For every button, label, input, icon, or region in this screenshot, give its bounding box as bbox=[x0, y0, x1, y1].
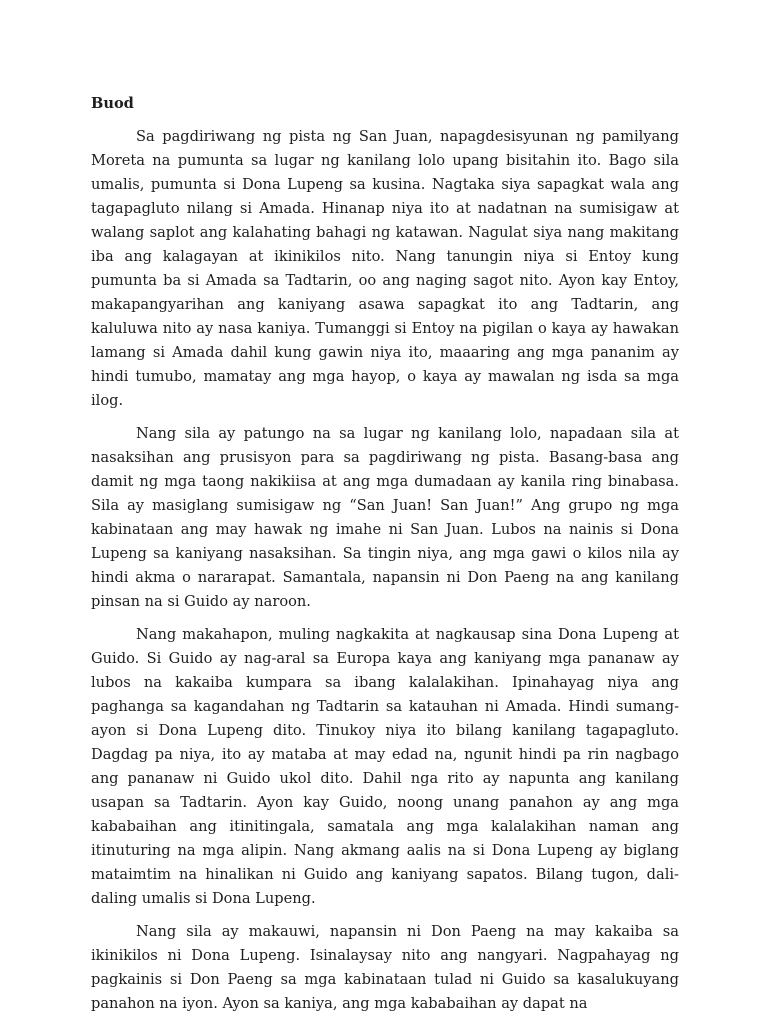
paragraph-3: Nang makahapon, muling nagkakita at nagkausap sina Dona Lupeng at Guido. Si Guido ay nag-aral sa Europa kaya ang kaniyang mga pananaw ay lubos na kakaiba kumpara sa ibang kalalakihan. Ipinahayag niya ang paghanga sa kagandahan ng Tadtarin sa katauhan ni Amada. Hindi sumang-ayon si Dona Lupeng dito. Tinukoy niya ito bilang kanilang tagapagluto. Dagdag pa niya, ito ay mataba at may edad na, ngunit hindi pa rin nagbago ang pananaw ni Guido ukol dito. Dahil nga rito ay napunta ang kanilang usapan sa Tadtarin. Ayon kay Guido, noong unang panahon ay ang mga kababaihan ang itinitingala, samatala ang mga kalalakihan naman ang itinuturing na mga alipin. Nang akmang aalis na si Dona Lupeng ay biglang mataimtim na hinalikan ni Guido ang kaniyang sapatos. Bilang tugon, dali-daling umalis si Dona Lupeng. bbox=[91, 626, 679, 907]
document-page bbox=[91, 92, 679, 1025]
document-heading: Buod bbox=[91, 95, 134, 112]
paragraph-2: Nang sila ay patungo na sa lugar ng kanilang lolo, napadaan sila at nasaksihan ang prusisyon para sa pagdiriwang ng pista. Basang-basa ang damit ng mga taong nakikiisa at ang mga dumadaan ay kanila ring binabasa. Sila ay masiglang sumisigaw ng “San Juan! San Juan!” Ang grupo ng mga kabinataan ang may hawak ng imahe ni San Juan. Lubos na nainis si Dona Lupeng sa kaniyang nasaksihan. Sa tingin niya, ang mga gawi o kilos nila ay hindi akma o nararapat. Samantala, napansin ni Don Paeng na ang kanilang pinsan na si Guido ay naroon. bbox=[91, 425, 679, 610]
paragraph-4: Nang sila ay makauwi, napansin ni Don Paeng na may kakaiba sa ikinikilos ni Dona Lupeng. Isinalaysay nito ang nangyari. Nagpahayag ng pagkainis si Don Paeng sa mga kabinataan tulad ni Guido sa kasalukuyang panahon na iyon. Ayon sa kaniya, ang mga kababaihan ay dapat na bbox=[91, 923, 679, 1012]
paragraph-1: Sa pagdiriwang ng pista ng San Juan, napagdesisyunan ng pamilyang Moreta na pumunta sa lugar ng kanilang lolo upang bisitahin ito. Bago sila umalis, pumunta si Dona Lupeng sa kusina. Nagtaka siya sapagkat wala ang tagapagluto nilang si Amada. Hinanap niya ito at nadatnan na sumisigaw at walang saplot ang kalahating bahagi ng katawan. Nagulat siya nang makitang iba ang kalagayan at ikinikilos nito. Nang tanungin niya si Entoy kung pumunta ba si Amada sa Tadtarin, oo ang naging sagot nito. Ayon kay Entoy, makapangyarihan ang kaniyang asawa sapagkat ito ang Tadtarin, ang kaluluwa nito ay nasa kaniya. Tumanggi si Entoy na pigilan o kaya ay hawakan lamang si Amada dahil kung gawin niya ito, maaaring ang mga pananim ay hindi tumubo, mamatay ang mga hayop, o kaya ay mawalan ng isda sa mga ilog. bbox=[91, 128, 679, 409]
